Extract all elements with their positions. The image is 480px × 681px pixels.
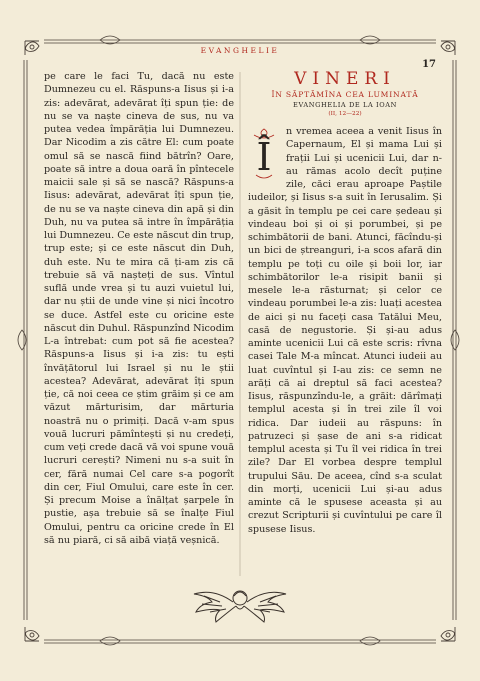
right-column-body [248,125,442,577]
winged-cherub-ornament [190,582,290,628]
left-column-text: pe care le faci Tu, dacă nu este Dumnezeu cu el. Răspuns-a Iisus și i-a zis: adevărat, adevărat îți spun ție: de nu se va naște cineva de sus, nu va putea vedea împărăția lui Dumnezeu. Dar Nicodim a zis către El: cum poate omul să se nască fiind bătrîn? Oare, poate să intre a doua oară în pîntecele maicii sale și să se nască? Răspuns-a Iisus: adevărat, adevărat îți spun ție, de nu se va naște cineva din apă și din Duh, nu va putea să intre în împărăția lui Dumnezeu. Ce este născut din trup, trup este; și ce este născut din Duh, duh este. Nu te mira că ți-am zis că trebuie să vă nașteți de sus. Vîntul suflă unde vrea și tu auzi vuietul lui, dar nu știi de unde vine și nici încotro se duce. Astfel este cu oricine este născut din Duhul. Răspunzînd Nicodim L-a întrebat: cum pot să fie acestea? Răspuns-a Iisus și i-a zis: tu ești învățătorul lui Israel și nu le știi acestea? Adevărat, adevărat îți spun ție, că noi ceea ce știm grăim și ce am văzut mărturisim, dar mărturia noastră nu o primiți. Dacă v-am spus vouă lucruri pămîntești și nu credeți, cum veți crede dacă vă voi spune vouă lucruri cerești? Nimeni nu s-a suit în cer, fără numai Cel care s-a pogorît din cer, Fiul Omului, care este în cer. Și precum Moise a înălțat șarpele în pustie, așa trebuie să se înalțe Fiul Omului, pentru ca oricine crede în El să nu piară, ci să aibă viață veșnică. [44,71,234,546]
reading-heading [248,70,442,119]
left-column [44,70,234,575]
page-number: 17 [422,59,436,70]
running-head: EVANGHELIE [200,46,280,55]
scripture-reference: (II, 12—22) [328,111,362,117]
drop-cap [248,127,280,181]
right-column [248,70,442,577]
drop-cap-letter: Î [256,135,272,179]
reading-subtitle: ÎN SĂPTĂMÎNA CEA LUMINATĂ [271,90,419,99]
gospel-name: EVANGHELIA DE LA IOAN [293,101,397,109]
reading-title: VINERI [294,69,396,89]
right-column-text: n vremea aceea a venit Iisus în Capernaum, El și mama Lui și frații Lui și ucenicii Lui, dar n-au rămas acolo decît puține zile, căci erau aproape Paștile iudeilor, și Iisus s-a suit în Ierusalim. Și a găsit în templu pe cei care ședeau și vindeau boi și oi și porumbei, și pe schimbătorii de bani. Atunci, făcîndu-și un bici de ștreanguri, i-a scos afară din templu pe toți cu oile și boii lor, iar schimbătorilor le-a risipit banii și mesele le-a răsturnat; și celor ce vindeau porumbei le-a zis: luați acestea de aici și nu faceți casa Tatălui Meu, casă de negustorie. Și și-au adus aminte ucenicii Lui că este scris: rîvna casei Tale M-a mîncat. Atunci iudeii au luat cuvîntul și I-au zis: ce semn ne arăți că ai dreptul să faci acestea? Iisus, răspunzîndu-le, a grăit: dărîmați templul acesta și în trei zile îl voi ridica. Dar iudeii au răspuns: în patruzeci și șase de ani s-a ridicat templul acesta și Tu îl vei ridica în trei zile? Dar El vorbea despre templul trupului Său. De aceea, cînd s-a sculat din morți, ucenicii Lui și-au adus aminte că le spusese aceasta și au crezut Scripturii și cuvîntului pe care îl spusese Iisus. [248,126,442,535]
